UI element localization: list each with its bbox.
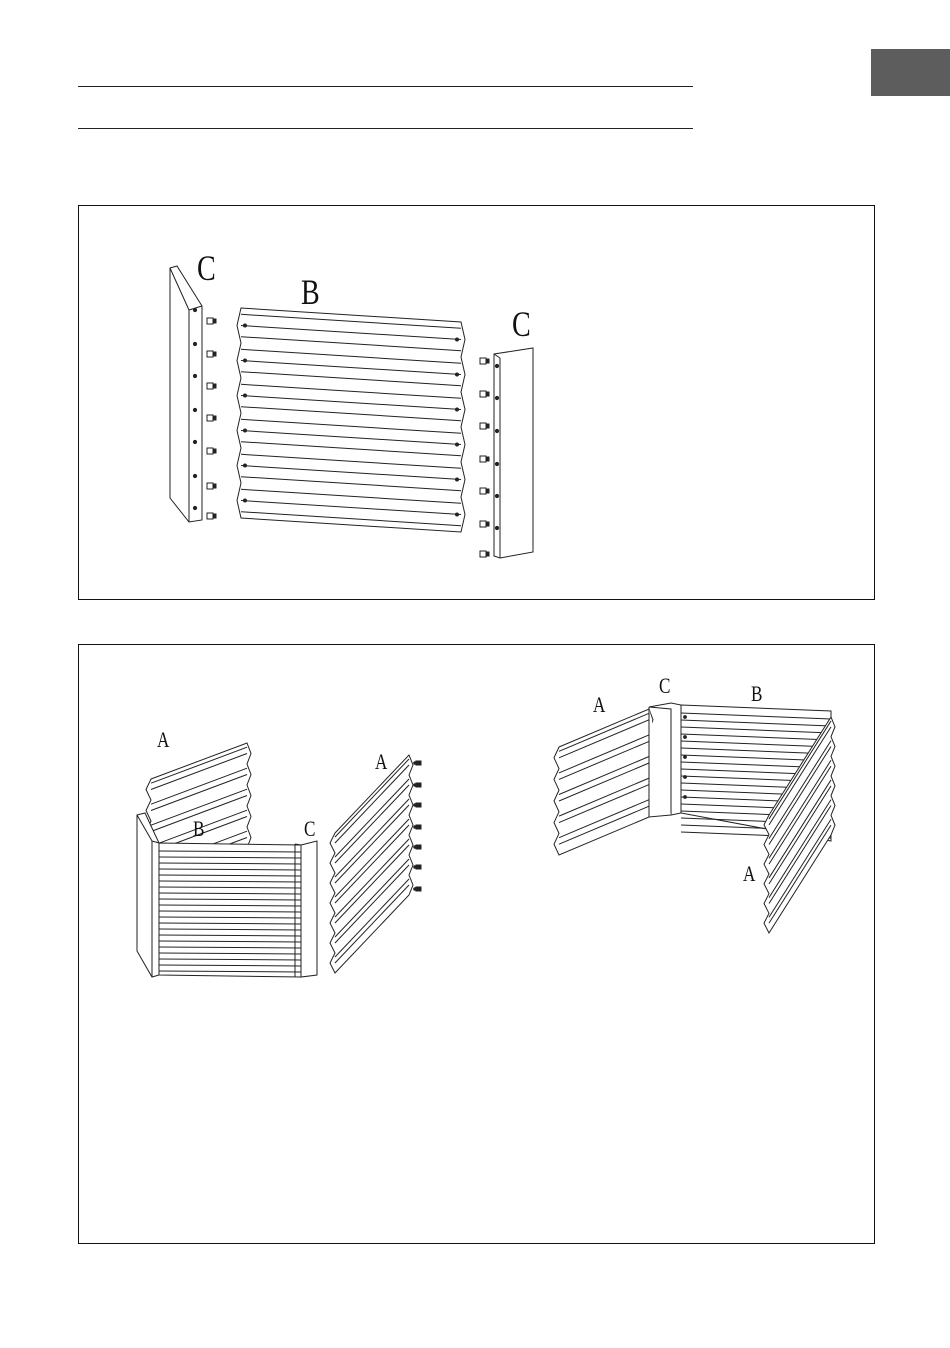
label-c-left: C: [197, 248, 216, 288]
label-a-right: A: [375, 749, 388, 774]
assembled-corner-c: [649, 703, 681, 817]
header-rule-top: [78, 86, 693, 87]
label-c-corner: C: [304, 816, 316, 841]
end-panel-c-left: [170, 266, 202, 522]
label-c-assembled: C: [659, 673, 671, 698]
step-2-illustration-panel: [78, 644, 875, 1244]
label-b-front: B: [193, 816, 205, 841]
step-1-illustration-panel: [78, 205, 875, 600]
label-a-back: A: [157, 727, 170, 752]
language-tab: [871, 49, 950, 96]
label-c-right: C: [512, 304, 531, 344]
end-panel-c-right: [494, 348, 533, 558]
front-panel-b: [159, 843, 301, 977]
label-a-assembled-left: A: [593, 692, 606, 717]
bolt-row-step2: [414, 761, 421, 891]
side-panel-a-right: [330, 755, 413, 973]
step-2-drawing: [79, 645, 874, 1243]
label-a-assembled-right: A: [743, 861, 756, 886]
label-b-assembled: B: [751, 681, 763, 706]
assembled-side-a-left: [554, 709, 653, 855]
label-b: B: [301, 272, 320, 312]
main-panel-b: [237, 308, 465, 532]
corner-post-c-left: [137, 813, 159, 977]
header-rule-bottom: [78, 128, 693, 129]
